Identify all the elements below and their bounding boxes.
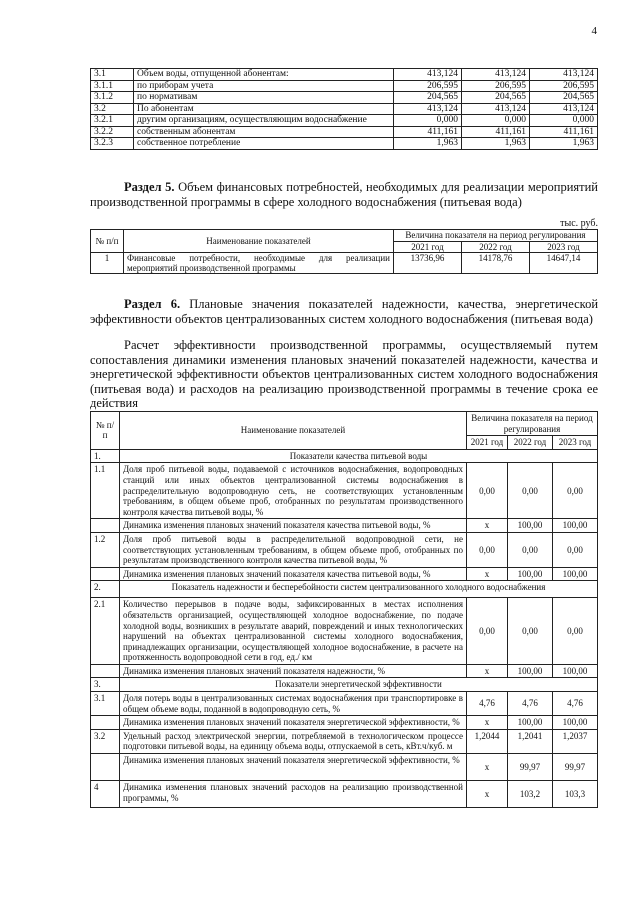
cell-v2023: 413,124 xyxy=(530,103,598,115)
g1-num: 1. xyxy=(91,449,120,463)
cell-name: собственным абонентам xyxy=(134,126,394,138)
bt-year-2021: 2021 год xyxy=(467,436,508,450)
table-row xyxy=(91,103,598,115)
page-number: 4 xyxy=(591,25,597,37)
cell-v2021: 411,161 xyxy=(394,126,462,138)
d11-v1: x xyxy=(467,519,508,533)
bt-head-period: Величина показателя на период регулирования xyxy=(467,412,598,436)
section6-title: Плановые значения показателей надежности, качества, энергетической эффективности объектов централизованных систем холодного водоснабжения (питьевая вода) xyxy=(90,297,599,326)
r11-v3: 0,00 xyxy=(553,463,598,519)
d32-v3: 99,97 xyxy=(553,754,598,781)
cell-v2022: 0,000 xyxy=(462,115,530,127)
r32-v1: 1,2044 xyxy=(467,729,508,753)
year-2021: 2021 год xyxy=(394,241,462,253)
d31-name: Динамика изменения плановых значений показателя энергетической эффективности, % xyxy=(120,716,467,730)
r21-v3: 0,00 xyxy=(553,598,598,665)
r32-num: 3.2 xyxy=(91,729,120,753)
d31-v3: 100,00 xyxy=(553,716,598,730)
r12-num: 1.2 xyxy=(91,532,120,567)
finance-table xyxy=(90,229,598,274)
r11-num: 1.1 xyxy=(91,463,120,519)
r31-v3: 4,76 xyxy=(553,692,598,716)
cell-v2023: 206,595 xyxy=(530,80,598,92)
g3-num: 3. xyxy=(91,678,120,692)
d31-v1: x xyxy=(467,716,508,730)
r32-name: Удельный расход электрической энергии, потребляемой в технологическом процессе подготовки питьевой воды, на единицу объема воды, отпускаемой в сеть, кВт.ч/куб. м xyxy=(120,729,467,753)
head-num: № п/п xyxy=(91,230,124,253)
head-name: Наименование показателей xyxy=(124,230,394,253)
year-2023: 2023 год xyxy=(530,241,598,253)
water-volume-table xyxy=(90,68,598,150)
d32-name: Динамика изменения плановых значений показателя энергетической эффективности, % xyxy=(120,754,467,781)
section5-title: Объем финансовых потребностей, необходимых для реализации мероприятий производственной программы в сфере холодного водоснабжения (питьевая вода) xyxy=(90,180,598,209)
r31-v2: 4,76 xyxy=(508,692,553,716)
section5-label: Раздел 5. xyxy=(124,180,175,194)
r11-v1: 0,00 xyxy=(467,463,508,519)
cell-v2023: 413,124 xyxy=(530,69,598,81)
d11-name: Динамика изменения плановых значений показателя качества питьевой воды, % xyxy=(120,519,467,533)
r4-num: 4 xyxy=(91,781,120,808)
bt-year-2022: 2022 год xyxy=(508,436,553,450)
d32-v2: 99,97 xyxy=(508,754,553,781)
cell-num: 3.1.1 xyxy=(91,80,134,92)
cell-name: собственное потребление xyxy=(134,138,394,150)
cell-v2021: 204,565 xyxy=(394,92,462,104)
cell-name: Объем воды, отпущенной абонентам: xyxy=(134,69,394,81)
g1-title: Показатели качества питьевой воды xyxy=(120,449,598,463)
g3-title: Показатели энергетической эффективности xyxy=(120,678,598,692)
r31-num: 3.1 xyxy=(91,692,120,716)
r31-name: Доля потерь воды в централизованных системах водоснабжения при транспортировке в общем объеме воды, поданной в водопроводную сеть, % xyxy=(120,692,467,716)
d31-v2: 100,00 xyxy=(508,716,553,730)
table-row xyxy=(91,80,598,92)
bt-head-num: № п/п xyxy=(91,412,120,450)
section6-label: Раздел 6. xyxy=(124,297,181,311)
r21-name: Количество перерывов в подаче воды, зафиксированных в местах исполнения обязательств организацией, осуществляющей холодное водоснабжение, по подаче холодной воды, возникших в результате аварий, повреждений и иных технологических нарушений на объектах централизованной системы холодного водоснабжения, принадлежащих организации, осуществляющей холодное водоснабжение, в расчете на протяженность водопроводной сети в год, ед./ км xyxy=(120,598,467,665)
cell-v2023: 0,000 xyxy=(530,115,598,127)
cell-num: 3.1 xyxy=(91,69,134,81)
cell-name: другим организациям, осуществляющим водоснабжение xyxy=(134,115,394,127)
section6-paragraph: Расчет эффективности производственной программы, осуществляемый путем сопоставления динамики изменения плановых значений показателей надежности, качества и энергетической эффективности объектов централизованных систем холодного водоснабжения (питьевая вода) и расходов на реализацию производственной программы в течение срока ее действия xyxy=(90,338,598,410)
r32-v3: 1,2037 xyxy=(553,729,598,753)
cell-name: По абонентам xyxy=(134,103,394,115)
table-row xyxy=(91,126,598,138)
r11-v2: 0,00 xyxy=(508,463,553,519)
g2-num: 2. xyxy=(91,581,120,598)
cell-name: по нормативам xyxy=(134,92,394,104)
cell-v2022: 413,124 xyxy=(462,69,530,81)
cell-num: 3.1.2 xyxy=(91,92,134,104)
r31-v1: 4,76 xyxy=(467,692,508,716)
r4-v2: 103,2 xyxy=(508,781,553,808)
d12-name: Динамика изменения плановых значений показателя качества питьевой воды, % xyxy=(120,567,467,581)
row-num: 1 xyxy=(91,253,124,274)
d21-v1: x xyxy=(467,664,508,678)
indicators-table xyxy=(90,411,598,808)
d21-v2: 100,00 xyxy=(508,664,553,678)
row-name: Финансовые потребности, необходимые для реализации мероприятий производственной программы xyxy=(124,253,394,274)
row-v2023: 14647,14 xyxy=(530,253,598,274)
cell-v2021: 206,595 xyxy=(394,80,462,92)
cell-v2021: 0,000 xyxy=(394,115,462,127)
table-row xyxy=(91,92,598,104)
cell-v2023: 1,963 xyxy=(530,138,598,150)
cell-v2022: 411,161 xyxy=(462,126,530,138)
cell-num: 3.2.2 xyxy=(91,126,134,138)
cell-v2022: 413,124 xyxy=(462,103,530,115)
r11-name: Доля проб питьевой воды, подаваемой с источников водоснабжения, водопроводных станций или иных объектов централизованной системы водоснабжения в распределительную водопроводную сеть, не соответствующих установленным требованиям, в общем объеме проб, отобранных по результатам производственного контроля качества питьевой воды, % xyxy=(120,463,467,519)
cell-num: 3.2 xyxy=(91,103,134,115)
cell-v2023: 204,565 xyxy=(530,92,598,104)
r32-v2: 1,2041 xyxy=(508,729,553,753)
unit-label: тыс. руб. xyxy=(560,218,598,229)
r4-v1: x xyxy=(467,781,508,808)
cell-v2022: 204,565 xyxy=(462,92,530,104)
r4-v3: 103,3 xyxy=(553,781,598,808)
table-row xyxy=(91,138,598,150)
bt-year-2023: 2023 год xyxy=(553,436,598,450)
d11-v2: 100,00 xyxy=(508,519,553,533)
cell-v2023: 411,161 xyxy=(530,126,598,138)
head-period: Величина показателя на период регулирования xyxy=(394,230,598,242)
r4-name: Динамика изменения плановых значений расходов на реализацию производственной программы, % xyxy=(120,781,467,808)
cell-name: по приборам учета xyxy=(134,80,394,92)
d21-name: Динамика изменения плановых значений показателя надежности, % xyxy=(120,664,467,678)
r21-v2: 0,00 xyxy=(508,598,553,665)
section5-heading xyxy=(90,180,598,209)
d12-v3: 100,00 xyxy=(553,567,598,581)
r21-num: 2.1 xyxy=(91,598,120,665)
cell-v2021: 413,124 xyxy=(394,69,462,81)
r12-v3: 0,00 xyxy=(553,532,598,567)
g2-title: Показатель надежности и бесперебойности систем централизованного холодного водоснабжения xyxy=(120,581,598,598)
row-v2021: 13736,96 xyxy=(394,253,462,274)
cell-v2022: 1,963 xyxy=(462,138,530,150)
d12-v1: x xyxy=(467,567,508,581)
d11-v3: 100,00 xyxy=(553,519,598,533)
section6-heading xyxy=(90,297,598,326)
table-row xyxy=(91,69,598,81)
cell-num: 3.2.1 xyxy=(91,115,134,127)
d32-v1: x xyxy=(467,754,508,781)
bt-head-name: Наименование показателей xyxy=(120,412,467,450)
table-row xyxy=(91,115,598,127)
cell-v2021: 1,963 xyxy=(394,138,462,150)
r21-v1: 0,00 xyxy=(467,598,508,665)
year-2022: 2022 год xyxy=(462,241,530,253)
cell-v2021: 413,124 xyxy=(394,103,462,115)
r12-name: Доля проб питьевой воды в распределительной водопроводной сети, не соответствующих установленным требованиям, в общем объеме проб, отобранных по результатам производственного контроля качества питьевой воды, % xyxy=(120,532,467,567)
r12-v1: 0,00 xyxy=(467,532,508,567)
row-v2022: 14178,76 xyxy=(462,253,530,274)
d21-v3: 100,00 xyxy=(553,664,598,678)
cell-v2022: 206,595 xyxy=(462,80,530,92)
d12-v2: 100,00 xyxy=(508,567,553,581)
r12-v2: 0,00 xyxy=(508,532,553,567)
cell-num: 3.2.3 xyxy=(91,138,134,150)
